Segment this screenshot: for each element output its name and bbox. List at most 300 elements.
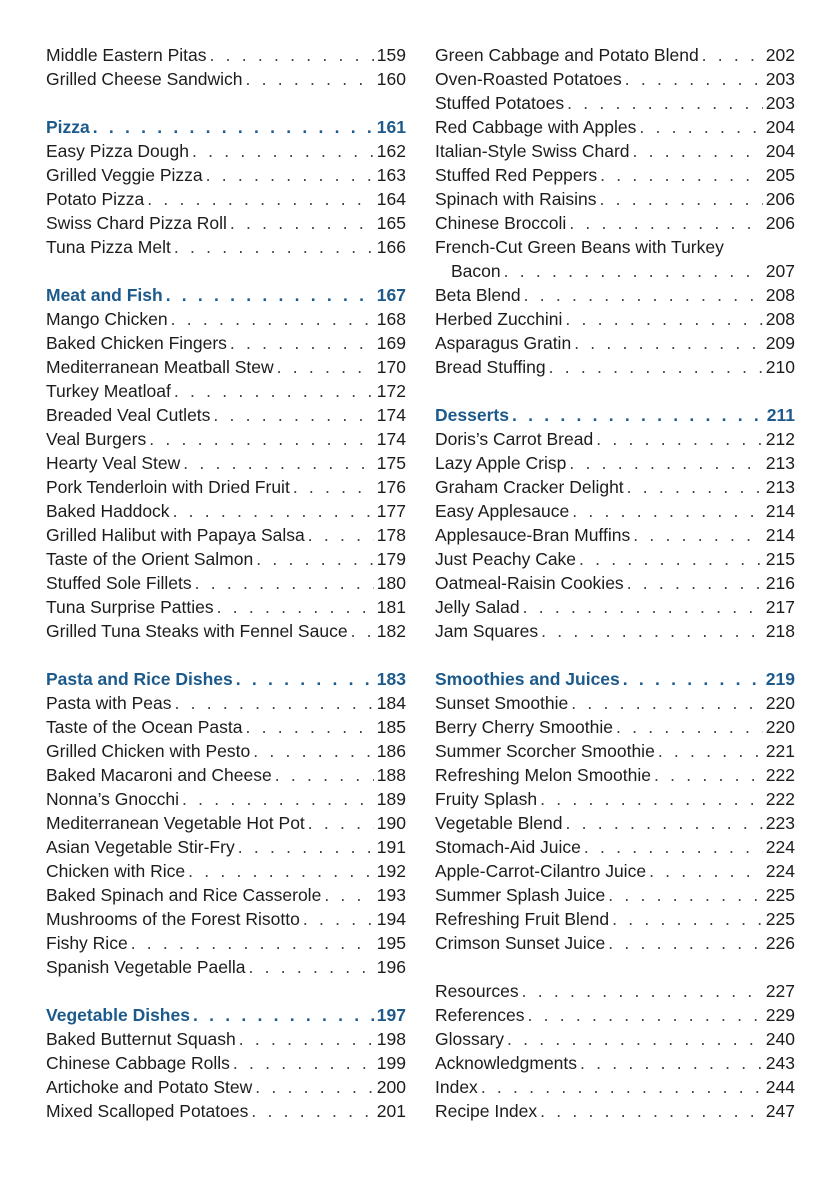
entry-page-number: 212 (765, 429, 795, 449)
dot-leader (147, 187, 374, 211)
dot-leader (171, 307, 374, 331)
entry-page-number: 172 (376, 381, 406, 401)
toc-section-meat-and-fish (46, 283, 406, 643)
entry-title: Vegetable Blend (435, 813, 563, 833)
entry-title: Swiss Chard Pizza Roll (46, 213, 227, 233)
dot-leader (567, 91, 763, 115)
section-heading[interactable] (435, 403, 795, 427)
entry-title: Baked Macaroni and Cheese (46, 765, 272, 785)
toc-entry[interactable] (435, 859, 795, 883)
dot-leader (608, 883, 763, 907)
toc-entry[interactable] (435, 1027, 795, 1051)
toc-entry[interactable] (46, 1099, 406, 1123)
toc-entry[interactable] (435, 307, 795, 331)
toc-entry[interactable] (435, 427, 795, 451)
toc-entry[interactable] (435, 547, 795, 571)
entry-page-number: 227 (765, 981, 795, 1001)
entry-page-number: 206 (765, 213, 795, 233)
toc-entry[interactable] (46, 691, 406, 715)
entry-page-number: 221 (765, 741, 795, 761)
toc-section-vegetable-dishes (46, 1003, 406, 1123)
entry-page-number: 195 (376, 933, 406, 953)
entry-page-number: 213 (765, 477, 795, 497)
section-title: Smoothies and Juices (435, 669, 620, 689)
toc-entry[interactable] (46, 139, 406, 163)
toc-entry[interactable] (435, 595, 795, 619)
entry-page-number: 213 (765, 453, 795, 473)
entry-title: Stuffed Sole Fillets (46, 573, 192, 593)
toc-entry[interactable] (46, 475, 406, 499)
toc-entry[interactable] (435, 691, 795, 715)
dot-leader (246, 67, 374, 91)
toc-entry[interactable] (435, 811, 795, 835)
section-page-number: 197 (376, 1005, 406, 1025)
toc-entry[interactable] (46, 907, 406, 931)
toc-entry[interactable] (435, 763, 795, 787)
dot-leader (230, 211, 374, 235)
dot-leader (277, 355, 374, 379)
dot-leader (565, 811, 762, 835)
entry-page-number: 222 (765, 765, 795, 785)
entry-page-number: 165 (376, 213, 406, 233)
toc-entry[interactable] (46, 835, 406, 859)
entry-title: Doris’s Carrot Bread (435, 429, 594, 449)
toc-entry[interactable] (46, 1051, 406, 1075)
entry-title: Grilled Chicken with Pesto (46, 741, 251, 761)
dot-leader (540, 787, 763, 811)
entry-page-number: 218 (765, 621, 795, 641)
dot-leader (303, 907, 374, 931)
entry-page-number: 178 (376, 525, 406, 545)
dot-leader (579, 547, 763, 571)
entry-page-number: 222 (765, 789, 795, 809)
toc-entry[interactable] (435, 235, 795, 283)
entry-title: Mediterranean Meatball Stew (46, 357, 274, 377)
entry-title: Turkey Meatloaf (46, 381, 171, 401)
entry-title: Easy Applesauce (435, 501, 570, 521)
dot-leader (213, 403, 373, 427)
section-title: Meat and Fish (46, 285, 163, 305)
dot-leader (702, 43, 763, 67)
entry-title: Taste of the Ocean Pasta (46, 717, 243, 737)
entry-title: Beta Blend (435, 285, 521, 305)
entry-page-number: 217 (765, 597, 795, 617)
entry-page-number: 204 (765, 117, 795, 137)
entry-title: Baked Butternut Squash (46, 1029, 236, 1049)
toc-entry[interactable] (46, 211, 406, 235)
entry-title-continuation: Bacon (451, 261, 501, 281)
dot-leader (131, 931, 374, 955)
dot-leader (174, 691, 373, 715)
dot-leader (612, 907, 763, 931)
entry-page-number: 184 (376, 693, 406, 713)
entry-title: Graham Cracker Delight (435, 477, 624, 497)
dot-leader (600, 163, 763, 187)
toc-entry[interactable] (435, 283, 795, 307)
dot-leader (230, 331, 374, 355)
toc-entry[interactable] (435, 163, 795, 187)
toc-entry[interactable] (435, 451, 795, 475)
entry-page-number: 220 (765, 717, 795, 737)
section-page-number: 183 (376, 669, 406, 689)
dot-leader (507, 1027, 763, 1051)
toc-entry[interactable] (46, 931, 406, 955)
dot-leader (658, 739, 763, 763)
dot-leader (253, 739, 374, 763)
section-page-number: 219 (765, 669, 795, 689)
entry-page-number: 168 (376, 309, 406, 329)
dot-leader (623, 667, 763, 691)
dot-leader (569, 451, 762, 475)
toc-entry[interactable] (46, 955, 406, 979)
entry-title: Glossary (435, 1029, 505, 1049)
entry-page-number: 191 (376, 837, 406, 857)
toc-entry[interactable] (435, 43, 795, 67)
section-heading[interactable] (46, 1003, 406, 1027)
entry-page-number: 190 (376, 813, 406, 833)
entry-title: Red Cabbage with Apples (435, 117, 637, 137)
entry-page-number: 169 (376, 333, 406, 353)
entry-title: Hearty Veal Stew (46, 453, 181, 473)
toc-entry[interactable] (435, 835, 795, 859)
dot-leader (238, 835, 374, 859)
dot-leader (239, 1027, 374, 1051)
entry-title: Sunset Smoothie (435, 693, 569, 713)
entry-title: Grilled Tuna Steaks with Fennel Sauce (46, 621, 348, 641)
toc-entry[interactable] (46, 1075, 406, 1099)
entry-title: Apple-Carrot-Cilantro Juice (435, 861, 647, 881)
toc-entry[interactable] (435, 499, 795, 523)
toc-entry[interactable] (435, 571, 795, 595)
entry-page-number: 224 (765, 837, 795, 857)
entry-page-number: 223 (765, 813, 795, 833)
toc-entry[interactable] (435, 715, 795, 739)
section-title: Desserts (435, 405, 509, 425)
dot-leader (246, 715, 374, 739)
dot-leader (233, 1051, 374, 1075)
entry-title: Recipe Index (435, 1101, 538, 1121)
entry-title: Oatmeal-Raisin Cookies (435, 573, 624, 593)
toc-entry[interactable] (46, 883, 406, 907)
toc-entry[interactable] (46, 499, 406, 523)
section-heading[interactable] (46, 283, 406, 307)
dot-leader (569, 211, 762, 235)
dot-leader (580, 1051, 763, 1075)
toc-entry[interactable] (46, 571, 406, 595)
entry-title: Applesauce-Bran Muffins (435, 525, 631, 545)
toc-entry[interactable] (46, 331, 406, 355)
entry-page-number: 196 (376, 957, 406, 977)
entry-page-number: 214 (765, 525, 795, 545)
toc-entry[interactable] (46, 811, 406, 835)
entry-title: Fruity Splash (435, 789, 538, 809)
entry-title: Tuna Pizza Melt (46, 237, 171, 257)
toc-entry[interactable] (435, 931, 795, 955)
entry-page-number: 215 (765, 549, 795, 569)
entry-title: Baked Spinach and Rice Casserole (46, 885, 322, 905)
toc-entry[interactable] (46, 595, 406, 619)
entry-page-number: 229 (765, 1005, 795, 1025)
entry-title: Veal Burgers (46, 429, 147, 449)
section-heading[interactable] (46, 667, 406, 691)
entry-title: Potato Pizza (46, 189, 145, 209)
entry-title: Herbed Zucchini (435, 309, 563, 329)
toc-entry[interactable] (435, 739, 795, 763)
entry-page-number: 208 (765, 285, 795, 305)
entry-title: Stomach-Aid Juice (435, 837, 581, 857)
section-title: Pizza (46, 117, 90, 137)
entry-title: Mediterranean Vegetable Hot Pot (46, 813, 305, 833)
section-heading[interactable] (46, 115, 406, 139)
toc-right-column (435, 43, 795, 1147)
toc-entry[interactable] (46, 187, 406, 211)
toc-entry[interactable] (46, 739, 406, 763)
dot-leader (351, 619, 374, 643)
entry-page-number: 198 (376, 1029, 406, 1049)
entry-page-number: 174 (376, 429, 406, 449)
entry-title: Breaded Veal Cutlets (46, 405, 211, 425)
entry-page-number: 166 (376, 237, 406, 257)
entry-title: Green Cabbage and Potato Blend (435, 45, 699, 65)
dot-leader (522, 979, 763, 1003)
entry-page-number: 193 (376, 885, 406, 905)
entry-page-number: 177 (376, 501, 406, 521)
dot-leader (512, 403, 764, 427)
entry-title: Mango Chicken (46, 309, 168, 329)
entry-page-number: 170 (376, 357, 406, 377)
entry-title: Baked Chicken Fingers (46, 333, 227, 353)
dot-leader (541, 619, 763, 643)
dot-leader (616, 715, 763, 739)
dot-leader (596, 427, 763, 451)
toc-section-pasta-and-rice-dishes (46, 667, 406, 979)
entry-title: Refreshing Melon Smoothie (435, 765, 651, 785)
entry-page-number: 206 (765, 189, 795, 209)
toc-entry[interactable] (435, 883, 795, 907)
dot-leader (524, 283, 763, 307)
entry-page-number: 199 (376, 1053, 406, 1073)
dot-leader (217, 595, 374, 619)
entry-title: Italian-Style Swiss Chard (435, 141, 630, 161)
entry-title: Crimson Sunset Juice (435, 933, 606, 953)
toc-section-desserts (435, 403, 795, 643)
entry-title: French-Cut Green Beans with Turkey (435, 237, 724, 257)
dot-leader (174, 235, 374, 259)
entry-page-number: 160 (376, 69, 406, 89)
entry-page-number: 194 (376, 909, 406, 929)
toc-entry[interactable] (46, 715, 406, 739)
toc-section (435, 979, 795, 1123)
entry-page-number: 189 (376, 789, 406, 809)
toc-entry[interactable] (46, 1027, 406, 1051)
toc-entry[interactable] (46, 403, 406, 427)
toc-entry[interactable] (46, 235, 406, 259)
dot-leader (255, 1075, 374, 1099)
entry-title: Chinese Broccoli (435, 213, 567, 233)
toc-entry[interactable] (435, 907, 795, 931)
entry-page-number: 240 (765, 1029, 795, 1049)
dot-leader (248, 955, 373, 979)
entry-title: Pasta with Peas (46, 693, 172, 713)
entry-page-number: 188 (376, 765, 406, 785)
dot-leader (584, 835, 763, 859)
toc-entry[interactable] (46, 67, 406, 91)
entry-page-number: 203 (765, 69, 795, 89)
entry-title: Easy Pizza Dough (46, 141, 189, 161)
entry-title: Oven-Roasted Potatoes (435, 69, 622, 89)
dot-leader (649, 859, 763, 883)
entry-page-number: 174 (376, 405, 406, 425)
toc-entry[interactable] (435, 475, 795, 499)
toc-entry[interactable] (435, 1075, 795, 1099)
dot-leader (324, 883, 373, 907)
toc-entry[interactable] (435, 355, 795, 379)
entry-page-number: 209 (765, 333, 795, 353)
toc-entry[interactable] (46, 787, 406, 811)
entry-title: Acknowledgments (435, 1053, 578, 1073)
entry-page-number: 205 (765, 165, 795, 185)
toc-entry[interactable] (46, 427, 406, 451)
toc-entry[interactable] (435, 787, 795, 811)
section-heading[interactable] (435, 667, 795, 691)
dot-leader (308, 811, 374, 835)
entry-title: Middle Eastern Pitas (46, 45, 207, 65)
toc-left-column (46, 43, 406, 1147)
toc-entry[interactable] (435, 91, 795, 115)
toc-entry[interactable] (46, 859, 406, 883)
dot-leader (149, 427, 374, 451)
entry-page-number: 164 (376, 189, 406, 209)
dot-leader (565, 307, 762, 331)
toc-entry[interactable] (435, 979, 795, 1003)
dot-leader (173, 499, 374, 523)
dot-leader (174, 379, 374, 403)
entry-page-number: 214 (765, 501, 795, 521)
toc-entry[interactable] (46, 379, 406, 403)
entry-title: Spinach with Raisins (435, 189, 597, 209)
toc-entry[interactable] (435, 1051, 795, 1075)
entry-page-number: 200 (376, 1077, 406, 1097)
entry-title: Chicken with Rice (46, 861, 186, 881)
entry-title: Mixed Scalloped Potatoes (46, 1101, 249, 1121)
entry-title: Berry Cherry Smoothie (435, 717, 613, 737)
toc-entry[interactable] (435, 211, 795, 235)
toc-entry[interactable] (46, 547, 406, 571)
toc-entry[interactable] (435, 187, 795, 211)
dot-leader (308, 523, 374, 547)
entry-page-number: 181 (376, 597, 406, 617)
dot-leader (166, 283, 374, 307)
entry-title: Grilled Halibut with Papaya Salsa (46, 525, 305, 545)
toc-entry[interactable] (46, 619, 406, 643)
entry-title: Tuna Surprise Patties (46, 597, 214, 617)
entry-title: Baked Haddock (46, 501, 170, 521)
toc-entry[interactable] (46, 43, 406, 67)
dot-leader (627, 571, 763, 595)
entry-page-number: 220 (765, 693, 795, 713)
dot-leader (625, 67, 763, 91)
entry-title: Spanish Vegetable Paella (46, 957, 246, 977)
entry-page-number: 204 (765, 141, 795, 161)
entry-page-number: 243 (765, 1053, 795, 1073)
toc-entry[interactable] (435, 67, 795, 91)
toc-entry[interactable] (46, 163, 406, 187)
entry-page-number: 224 (765, 861, 795, 881)
entry-page-number: 179 (376, 549, 406, 569)
dot-leader (633, 139, 763, 163)
toc-entry[interactable] (46, 307, 406, 331)
dot-leader (523, 595, 763, 619)
section-page-number: 167 (376, 285, 406, 305)
entry-title: Stuffed Potatoes (435, 93, 565, 113)
toc-entry[interactable] (435, 1003, 795, 1027)
dot-leader (251, 1099, 373, 1123)
toc-entry[interactable] (46, 451, 406, 475)
toc-section-pizza (46, 115, 406, 259)
dot-leader (571, 691, 763, 715)
entry-title: Summer Scorcher Smoothie (435, 741, 655, 761)
entry-page-number: 244 (765, 1077, 795, 1097)
toc-entry[interactable] (46, 355, 406, 379)
toc-entry[interactable] (46, 523, 406, 547)
entry-page-number: 186 (376, 741, 406, 761)
dot-leader (182, 787, 374, 811)
toc-entry[interactable] (435, 523, 795, 547)
dot-leader (504, 259, 763, 283)
entry-title: Summer Splash Juice (435, 885, 606, 905)
entry-page-number: 210 (765, 357, 795, 377)
toc-entry[interactable] (435, 115, 795, 139)
entry-page-number: 208 (765, 309, 795, 329)
entry-title: Grilled Cheese Sandwich (46, 69, 243, 89)
dot-leader (192, 139, 374, 163)
entry-title: Lazy Apple Crisp (435, 453, 567, 473)
dot-leader (549, 355, 763, 379)
entry-title: Jelly Salad (435, 597, 520, 617)
dot-leader (654, 763, 763, 787)
toc-entry[interactable] (46, 763, 406, 787)
entry-page-number: 180 (376, 573, 406, 593)
dot-leader (183, 451, 374, 475)
toc-section (46, 43, 406, 91)
entry-title: Index (435, 1077, 478, 1097)
section-title: Pasta and Rice Dishes (46, 669, 233, 689)
toc-entry[interactable] (435, 619, 795, 643)
entry-page-number: 226 (765, 933, 795, 953)
dot-leader (210, 43, 374, 67)
entry-title: References (435, 1005, 525, 1025)
entry-page-number: 216 (765, 573, 795, 593)
dot-leader (275, 763, 374, 787)
entry-page-number: 175 (376, 453, 406, 473)
entry-page-number: 247 (765, 1101, 795, 1121)
toc-entry[interactable] (435, 139, 795, 163)
entry-page-number: 159 (376, 45, 406, 65)
entry-page-number: 207 (765, 261, 795, 281)
dot-leader (633, 523, 763, 547)
dot-leader (195, 571, 374, 595)
toc-entry[interactable] (435, 1099, 795, 1123)
entry-page-number: 192 (376, 861, 406, 881)
entry-title: Mushrooms of the Forest Risotto (46, 909, 300, 929)
toc-entry[interactable] (435, 331, 795, 355)
entry-title: Taste of the Orient Salmon (46, 549, 254, 569)
entry-page-number: 182 (376, 621, 406, 641)
dot-leader (206, 163, 374, 187)
entry-title: Nonna’s Gnocchi (46, 789, 179, 809)
entry-title: Asparagus Gratin (435, 333, 572, 353)
dot-leader (528, 1003, 763, 1027)
